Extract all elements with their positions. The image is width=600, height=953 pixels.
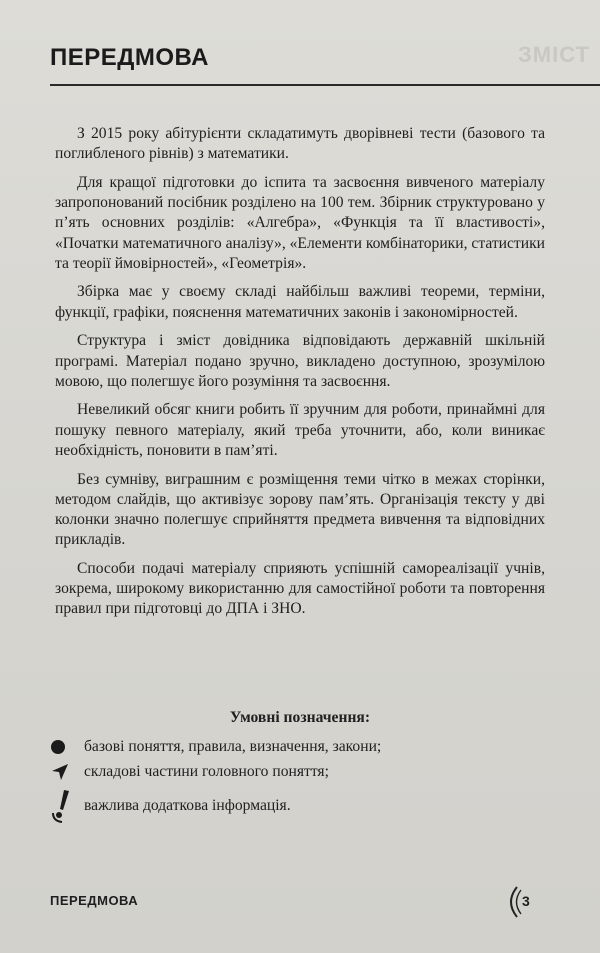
exclamation-icon (50, 788, 84, 824)
page-number: 3 (522, 893, 530, 909)
legend-item-important (50, 786, 291, 826)
paragraph-7: Способи подачі матеріалу сприяють успішній самореалізації учнів, зокрема, широкому використанню для самостійної роботи та повторення правил при підготовці до ДПА і ЗНО. (55, 559, 545, 618)
paragraph-1: З 2015 року абітурієнти складатимуть дворівневі тести (базового та поглибленого рівнів) з математики. (55, 125, 545, 163)
preface-body (55, 124, 545, 628)
filled-circle-icon (50, 739, 84, 755)
legend-item-label: базові поняття, правила, визначення, закони; (84, 738, 382, 755)
legend-item-components (50, 761, 329, 783)
paragraph-3: Збірка має у своєму складі найбільш важливі теореми, терміни, функції, графіки, пояснення математичних законів і закономірностей. (55, 283, 545, 321)
paragraph-6: Без сумніву, виграшним є розміщення теми чітко в межах сторінки, методом слайдів, що активізує зорову пам’ять. Організація тексту у дві колонки значно полегшує сприйняття предмета вивчення та відповідних прикладів. (55, 470, 545, 549)
paragraph-2: Для кращої підготовки до іспита та засвоєння вивченого матеріалу запропонований посібник розділено на 100 тем. Збірник структуровано у п’ять основних розділів: «Алгебра», «Функція та її властивості», «Початки математичного аналізу», «Елементи комбінаторики, статистики та теорії ймовірностей», «Геометрія». (55, 173, 546, 272)
header-rule (50, 84, 600, 86)
paragraph-4: Структура і зміст довідника відповідають державній шкільній програмі. Матеріал подано зручно, викладено доступною, зрозумілою мовою, що полегшує його розуміння та засвоєння. (55, 332, 545, 390)
legend-item-label: важлива додаткова інформація. (84, 797, 291, 814)
legend-item-basic (50, 736, 381, 758)
legend-item-label: складові частини головного поняття; (84, 763, 329, 780)
paragraph-5: Невеликий обсяг книги робить її зручним для роботи, принаймні для пошуку певного матеріалу, який треба уточнити, або, коли виникає необхідність, поновити в пам’яті. (55, 401, 545, 459)
legend-heading: Умовні позначення: (229, 709, 371, 726)
arrow-pointer-icon (50, 763, 84, 781)
bleed-through-text: ЗМІСТ (518, 42, 590, 67)
footer-section-label: ПЕРЕДМОВА (50, 893, 139, 908)
page-title: ПЕРЕДМОВА (50, 44, 209, 71)
